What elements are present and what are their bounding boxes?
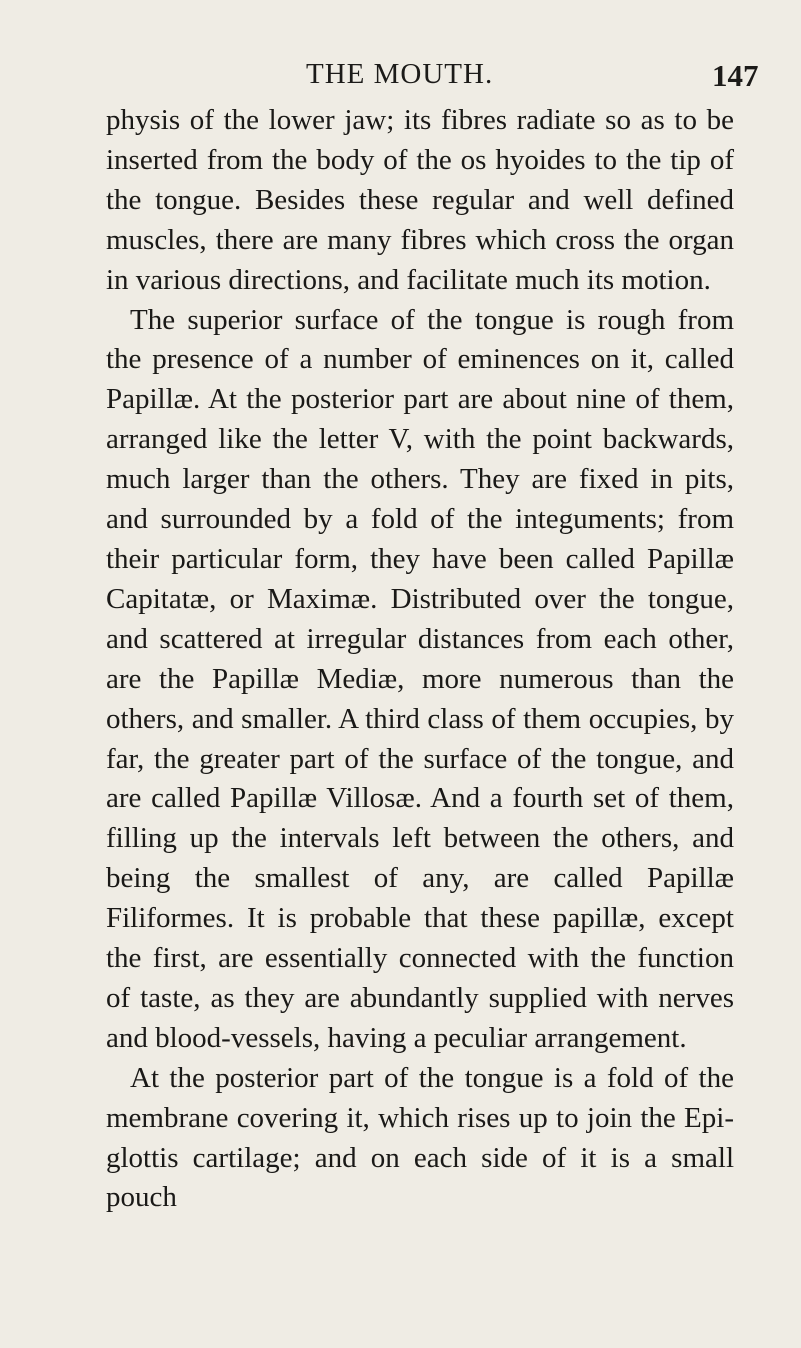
paragraph-continuation: physis of the lower jaw; its fibres radiate so as to be inserted from the body of the os hyoides to the tip of the tongue. Besides these regular and well defined muscles, there are many fibres which cross the organ in various directions, and facilitate much its motion. [106, 104, 734, 296]
paragraph-papillae: The superior surface of the tongue is rough from the presence of a number of eminences on it, called Papillæ. At the posterior part are about nine of them, arranged like the letter V, with the point backwards, much larger than the others. They are fixed in pits, and surrounded by a fold of the integuments; from their particular form, they have been called Papillæ Capitatæ, or Maximæ. Distributed over the tongue, and scattered at irregular distances from each other, are the Papillæ Mediæ, more numerous than the others, and smaller. A third class of them occupies, by far, the greater part of the surface of the tongue, and are called Papillæ Villosæ. And a fourth set of them, filling up the intervals left between the others, and being the smallest of any, are called Papillæ Filiformes. It is probable that these papillæ, except the first, are essentially connected with the function of taste, as they are abundantly supplied with nerves and blood-vessels, having a peculiar arrangement. [106, 303, 734, 1054]
paragraph-epiglottis: At the posterior part of the tongue is a fold of the membrane covering it, which rises up to join the Epiglottis cartilage; and on each side of it is a small pouch [106, 1061, 734, 1214]
running-title: THE MOUTH. [306, 58, 494, 90]
page-header [0, 58, 801, 98]
page-number: 147 [712, 58, 759, 93]
body-text [106, 101, 734, 1218]
